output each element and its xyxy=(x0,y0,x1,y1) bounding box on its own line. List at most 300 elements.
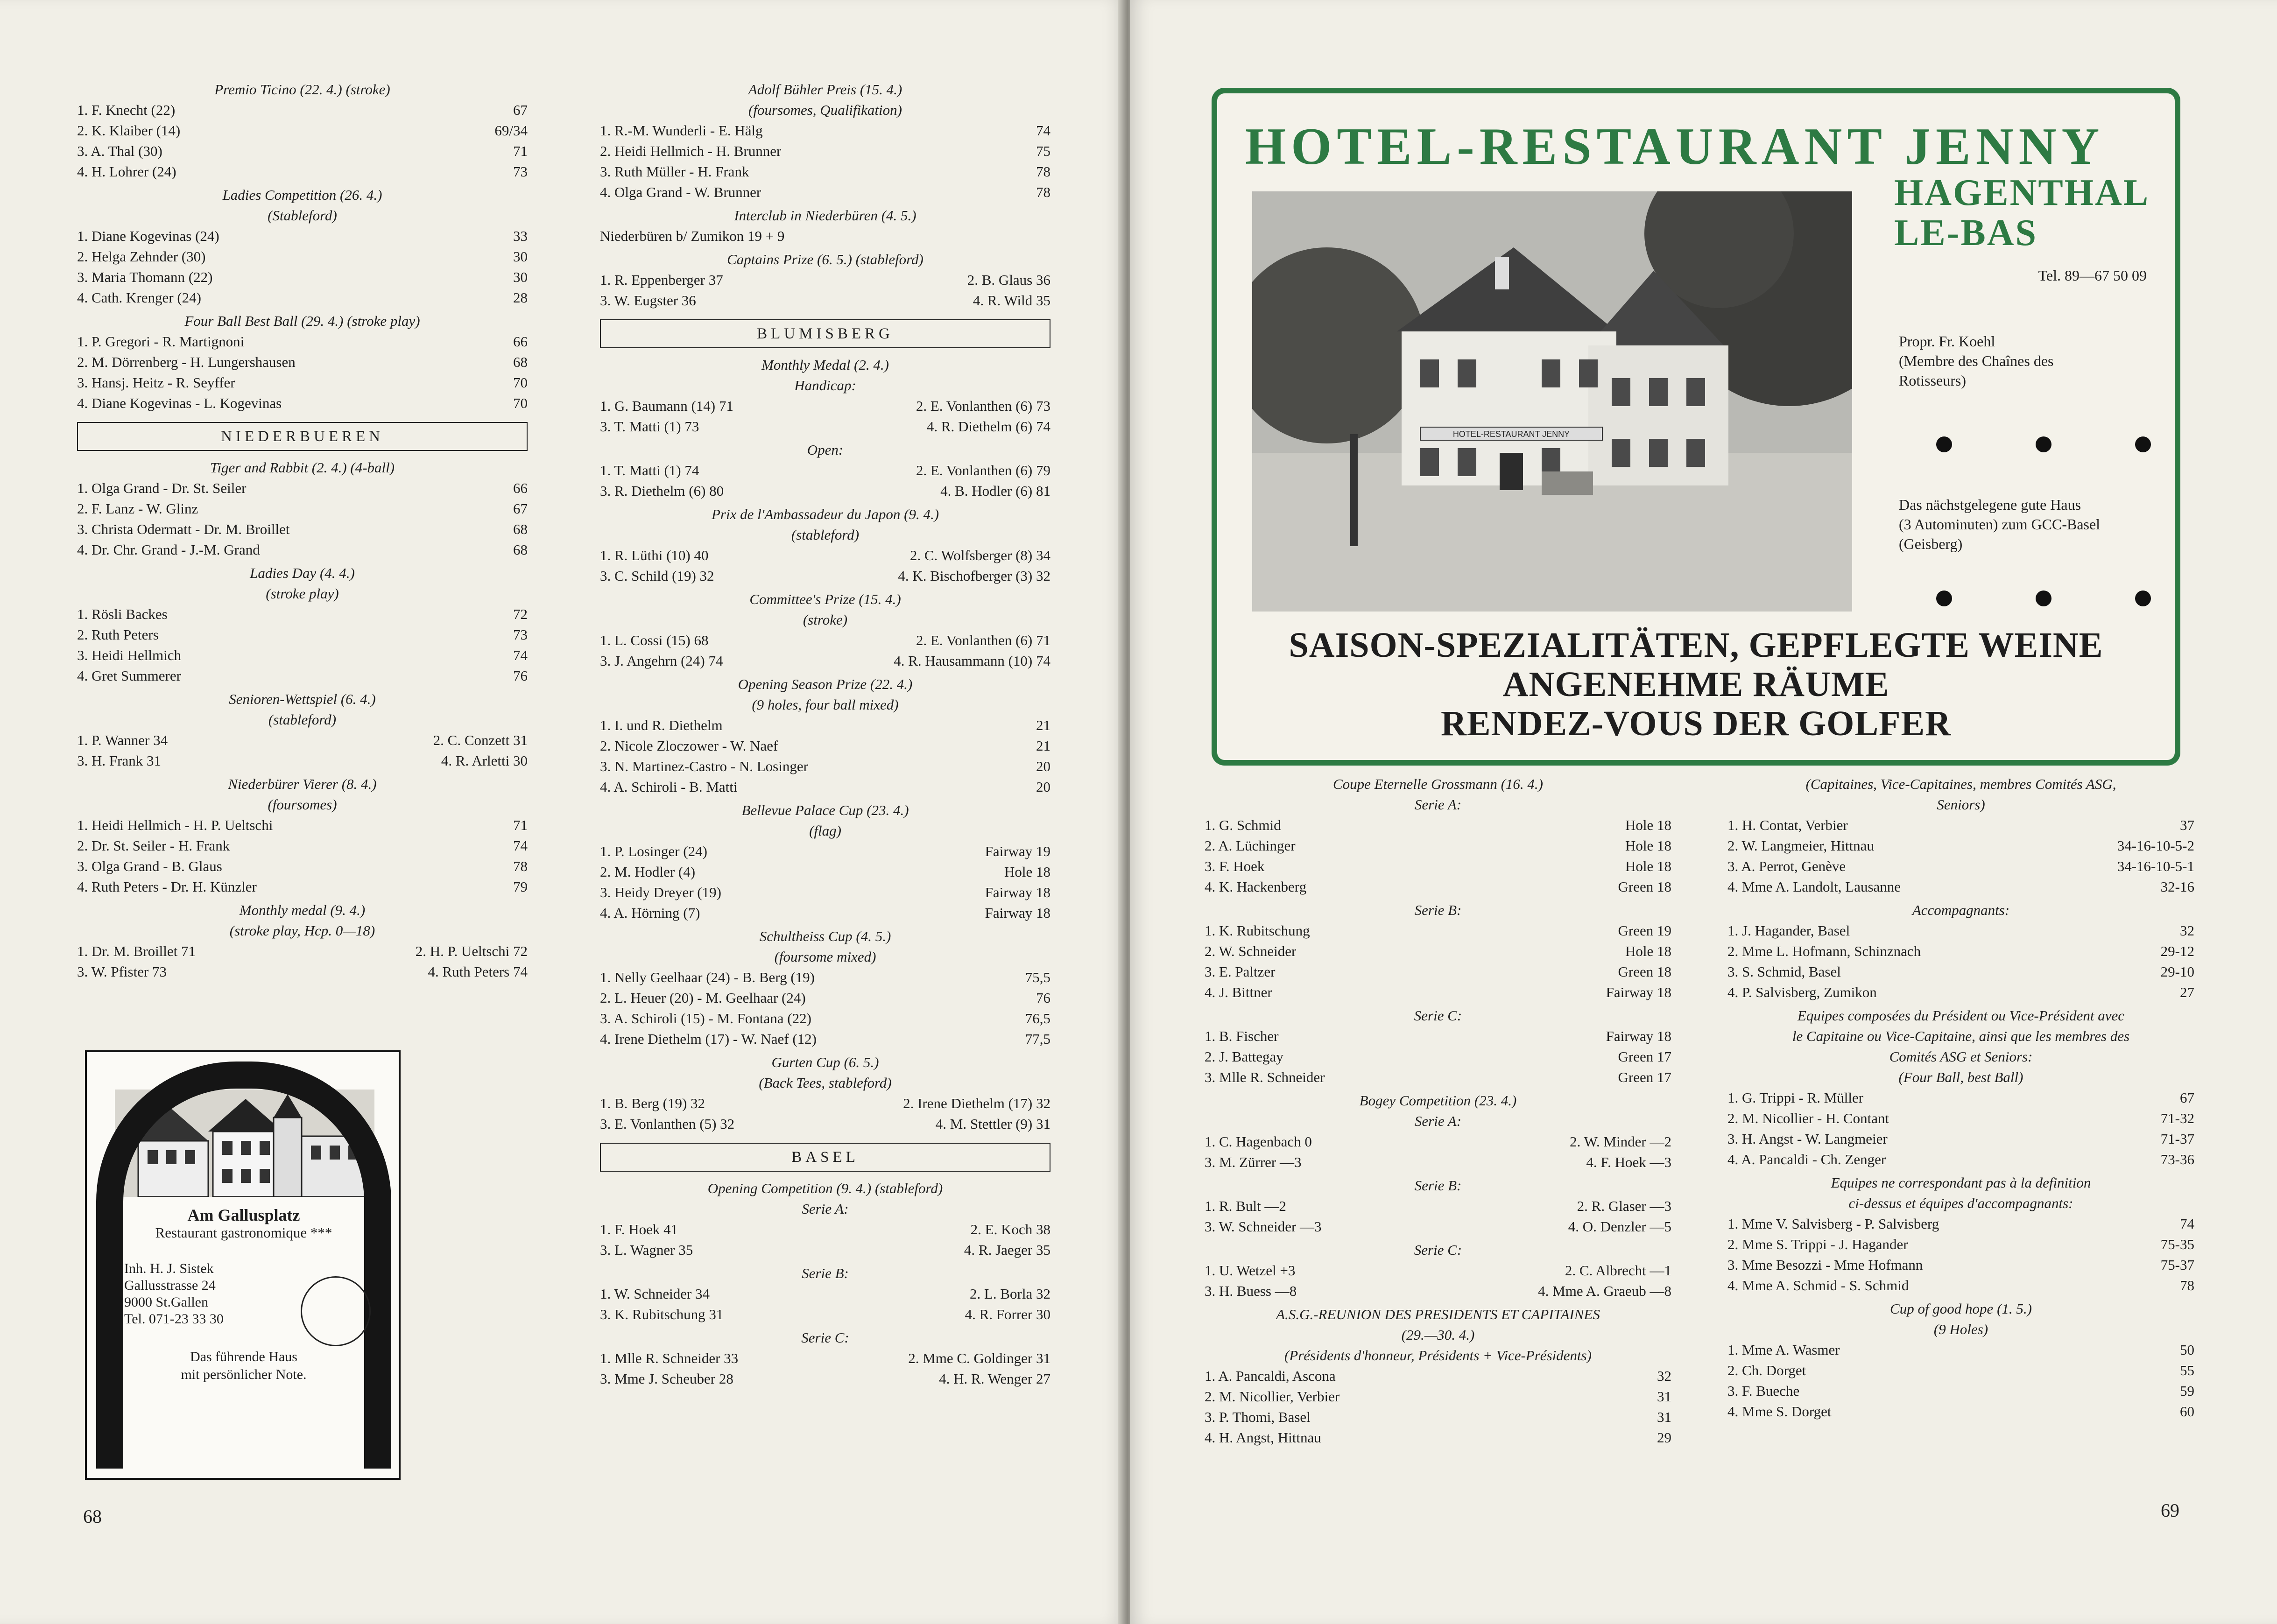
result-entry: 1. R. Bult —2 xyxy=(1205,1198,1286,1214)
competition-section xyxy=(600,355,1050,437)
result-entry: 3. H. Buess —8 xyxy=(1205,1283,1297,1299)
score: 72 xyxy=(513,606,528,622)
result-row xyxy=(1727,836,2194,856)
player-name: 2. W. Langmeier, Hittnau xyxy=(1727,837,1874,854)
result-row xyxy=(600,1008,1050,1029)
player-name: 2. Dr. St. Seiler - H. Frank xyxy=(77,837,230,854)
result-row xyxy=(1205,1281,1671,1301)
result-entry: 2. E. Koch 38 xyxy=(970,1221,1050,1237)
ad-tagline xyxy=(124,1348,363,1384)
result-row xyxy=(77,645,528,666)
result-row xyxy=(600,715,1050,736)
player-name: 4. Olga Grand - W. Brunner xyxy=(600,184,761,200)
competition-section xyxy=(600,1263,1050,1325)
score: Green 18 xyxy=(1618,879,1671,895)
result-row xyxy=(600,1348,1050,1369)
score: Hole 18 xyxy=(1004,864,1050,880)
result-entry: 4. R. Arletti 30 xyxy=(441,752,528,769)
score: 73-36 xyxy=(2160,1151,2194,1167)
score: 71-32 xyxy=(2160,1110,2194,1126)
gallusplatz-seal-icon xyxy=(301,1276,371,1346)
score: Green 18 xyxy=(1618,963,1671,980)
city-line: 9000 St.Gallen xyxy=(124,1294,208,1310)
result-entry: 4. Ruth Peters 74 xyxy=(428,963,528,980)
result-row xyxy=(1727,1381,2194,1401)
hotel-photo xyxy=(1252,191,1852,612)
score: 77,5 xyxy=(1025,1031,1050,1047)
score: 27 xyxy=(2180,984,2194,1000)
club-header: NIEDERBUEREN xyxy=(77,422,528,451)
result-row xyxy=(600,460,1050,481)
player-name: 4. Mme A. Landolt, Lausanne xyxy=(1727,879,1901,895)
player-name: 3. Ruth Müller - H. Frank xyxy=(600,163,749,180)
result-row xyxy=(1727,1149,2194,1170)
player-name: 3. Heidy Dreyer (19) xyxy=(600,884,721,900)
player-name: 2. Helga Zehnder (30) xyxy=(77,248,206,265)
player-name: 1. Diane Kogevinas (24) xyxy=(77,228,219,244)
result-row xyxy=(77,499,528,519)
player-name: 2. K. Klaiber (14) xyxy=(77,122,181,139)
result-entry: 2. E. Vonlanthen (6) 73 xyxy=(916,398,1050,414)
result-row xyxy=(600,777,1050,797)
player-name: 4. Cath. Krenger (24) xyxy=(77,289,201,306)
result-row xyxy=(600,416,1050,437)
result-row xyxy=(1727,1234,2194,1255)
score: 70 xyxy=(513,395,528,411)
result-row xyxy=(1205,982,1671,1003)
result-row xyxy=(77,836,528,856)
score: 76,5 xyxy=(1025,1010,1050,1026)
competition-section xyxy=(600,79,1050,203)
result-entry: 3. Mme J. Scheuber 28 xyxy=(600,1371,733,1387)
score: 20 xyxy=(1036,779,1050,795)
score: 70 xyxy=(513,374,528,391)
result-row xyxy=(77,162,528,182)
result-row xyxy=(1205,1196,1671,1216)
result-row xyxy=(77,100,528,120)
score: 75-35 xyxy=(2160,1236,2194,1252)
player-name: 4. K. Hackenberg xyxy=(1205,879,1307,895)
score: 32 xyxy=(2180,922,2194,939)
competition-section xyxy=(600,674,1050,797)
player-name: 4. Gret Summerer xyxy=(77,668,181,684)
score: 71 xyxy=(513,817,528,833)
score: Fairway 18 xyxy=(985,905,1050,921)
result-row xyxy=(1205,941,1671,962)
score: 20 xyxy=(1036,758,1050,774)
player-name: 3. A. Thal (30) xyxy=(77,143,162,159)
result-row xyxy=(600,841,1050,862)
score: Green 17 xyxy=(1618,1069,1671,1085)
competition-section xyxy=(1205,1175,1671,1237)
hotel-location xyxy=(1894,173,2150,253)
player-name: 4. A. Pancaldi - Ch. Zenger xyxy=(1727,1151,1886,1167)
result-row xyxy=(77,625,528,645)
score: 67 xyxy=(2180,1090,2194,1106)
score: 28 xyxy=(513,289,528,306)
result-row xyxy=(600,270,1050,290)
competition-section xyxy=(1205,1090,1671,1173)
score: 30 xyxy=(513,269,528,285)
result-entry: 3. E. Vonlanthen (5) 32 xyxy=(600,1116,735,1132)
score: 66 xyxy=(513,480,528,496)
player-name: 3. Maria Thomann (22) xyxy=(77,269,213,285)
competition-title: Committee's Prize (15. 4.) (stroke) xyxy=(749,591,901,628)
competition-section xyxy=(600,1052,1050,1134)
result-row xyxy=(1727,921,2194,941)
score: Fairway 19 xyxy=(985,843,1050,859)
competition-section xyxy=(1205,774,1671,897)
score: 30 xyxy=(513,248,528,265)
result-row xyxy=(1205,1026,1671,1047)
player-name: 1. P. Losinger (24) xyxy=(600,843,707,859)
competition-title: Coupe Eternelle Grossmann (16. 4.) Serie A: xyxy=(1332,776,1543,813)
score: 59 xyxy=(2180,1383,2194,1399)
result-row xyxy=(77,226,528,246)
player-name: 1. Heidi Hellmich - H. P. Ueltschi xyxy=(77,817,273,833)
score: 78 xyxy=(1036,184,1050,200)
bullet-dot-icon xyxy=(2036,436,2051,452)
result-row xyxy=(1205,1386,1671,1407)
score: 74 xyxy=(513,837,528,854)
player-name: 2. M. Nicollier - H. Contant xyxy=(1727,1110,1889,1126)
result-row xyxy=(600,162,1050,182)
result-entry: 3. R. Diethelm (6) 80 xyxy=(600,483,724,499)
hotel-slogan xyxy=(1217,626,2175,743)
result-entry: 4. R. Jaeger 35 xyxy=(964,1242,1050,1258)
result-row xyxy=(600,1240,1050,1260)
competition-section xyxy=(1727,1299,2194,1422)
competition-title: Monthly Medal (2. 4.) Handicap: xyxy=(761,357,889,394)
result-row xyxy=(77,877,528,897)
competition-title: Schultheiss Cup (4. 5.) (foursome mixed) xyxy=(759,928,891,965)
competition-title: Prix de l'Ambassadeur du Japon (9. 4.) (stableford) xyxy=(711,506,939,543)
player-name: 2. F. Lanz - W. Glinz xyxy=(77,500,198,517)
result-row xyxy=(600,1219,1050,1240)
player-name: 2. M. Dörrenberg - H. Lungershausen xyxy=(77,354,296,370)
result-entry: 3. W. Schneider —3 xyxy=(1205,1218,1322,1235)
player-name: 3. F. Hoek xyxy=(1205,858,1265,874)
result-row xyxy=(600,651,1050,671)
result-row xyxy=(1205,815,1671,836)
player-name: 3. F. Bueche xyxy=(1727,1383,1800,1399)
competition-title: Interclub in Niederbüren (4. 5.) xyxy=(734,207,916,224)
result-entry: 1. W. Schneider 34 xyxy=(600,1286,710,1302)
result-row xyxy=(600,1093,1050,1114)
score: Hole 18 xyxy=(1625,943,1671,959)
proprietor-line-2: (Membre des Chaînes des xyxy=(1899,352,2054,369)
score: 32 xyxy=(1657,1368,1671,1384)
result-row xyxy=(1205,1427,1671,1448)
player-name: 3. A. Perrot, Genève xyxy=(1727,858,1846,874)
player-name: 2. M. Nicollier, Verbier xyxy=(1205,1388,1340,1405)
score: 74 xyxy=(513,647,528,663)
score: 29-10 xyxy=(2160,963,2194,980)
player-name: 1. Olga Grand - Dr. St. Seiler xyxy=(77,480,247,496)
player-name: 2. Nicole Zloczower - W. Naef xyxy=(600,738,778,754)
score: 75,5 xyxy=(1025,969,1050,985)
result-row xyxy=(600,1304,1050,1325)
competition-section xyxy=(1727,1005,2194,1170)
competition-title: Ladies Competition (26. 4.) (Stableford) xyxy=(222,187,382,224)
competition-section xyxy=(600,205,1050,246)
result-row xyxy=(600,903,1050,923)
player-name: 4. Dr. Chr. Grand - J.-M. Grand xyxy=(77,541,260,558)
result-entry: 4. H. R. Wenger 27 xyxy=(939,1371,1050,1387)
result-entry: 2. C. Conzett 31 xyxy=(433,732,528,748)
player-name: 3. H. Angst - W. Langmeier xyxy=(1727,1131,1888,1147)
player-name: 2. Heidi Hellmich - H. Brunner xyxy=(600,143,782,159)
result-line: Niederbüren b/ Zumikon 19 + 9 xyxy=(600,228,785,244)
result-entry: 3. T. Matti (1) 73 xyxy=(600,418,699,435)
result-row xyxy=(1727,856,2194,877)
nearby-line-2: (3 Autominuten) zum GCC-Basel xyxy=(1899,516,2101,533)
result-row xyxy=(1205,1260,1671,1281)
result-entry: 4. R. Wild 35 xyxy=(973,292,1050,309)
result-entry: 1. B. Berg (19) 32 xyxy=(600,1095,705,1111)
result-entry: 1. F. Hoek 41 xyxy=(600,1221,678,1237)
result-entry: 3. K. Rubitschung 31 xyxy=(600,1306,724,1322)
player-name: 3. Mme Besozzi - Mme Hofmann xyxy=(1727,1257,1923,1273)
competition-title: Four Ball Best Ball (29. 4.) (stroke play) xyxy=(184,313,420,329)
score: 69/34 xyxy=(494,122,528,139)
page-number-left: 68 xyxy=(83,1506,102,1527)
competition-section xyxy=(77,311,528,414)
result-row xyxy=(600,481,1050,501)
result-row xyxy=(600,566,1050,586)
bullet-dots-1 xyxy=(1936,436,2151,452)
competition-title: Monthly medal (9. 4.) (stroke play, Hcp. 0—18) xyxy=(229,902,375,939)
competition-section xyxy=(1205,1304,1671,1448)
result-row xyxy=(1205,1366,1671,1386)
player-name: 2. Ch. Dorget xyxy=(1727,1362,1806,1378)
player-name: 3. P. Thomi, Basel xyxy=(1205,1409,1311,1425)
competition-section xyxy=(77,689,528,771)
result-entry: 3. C. Schild (19) 32 xyxy=(600,568,714,584)
result-entry: 4. R. Hausammann (10) 74 xyxy=(894,653,1050,669)
score: 78 xyxy=(513,858,528,874)
score: 60 xyxy=(2180,1403,2194,1420)
competition-title: Gurten Cup (6. 5.) (Back Tees, stableford) xyxy=(759,1054,892,1091)
nearby-line-1: Das nächstgelegene gute Haus xyxy=(1899,496,2081,513)
score: 78 xyxy=(1036,163,1050,180)
result-row xyxy=(1205,1047,1671,1067)
proprietor-line-1: Propr. Fr. Koehl xyxy=(1899,333,1995,350)
result-row xyxy=(1727,1275,2194,1296)
competition-section xyxy=(77,79,528,182)
result-row xyxy=(77,519,528,540)
score: 31 xyxy=(1657,1388,1671,1405)
player-name: 3. Christa Odermatt - Dr. M. Broillet xyxy=(77,521,290,537)
result-entry: 1. Mlle R. Schneider 33 xyxy=(600,1350,739,1366)
bullet-dot-icon xyxy=(1936,591,1952,606)
competition-title: A.S.G.-REUNION DES PRESIDENTS ET CAPITAINES (29.—30. 4.) (Présidents d'honneur, Présidents + Vice-Présidents) xyxy=(1276,1306,1600,1364)
player-name: 4. Diane Kogevinas - L. Kogevinas xyxy=(77,395,282,411)
result-row xyxy=(1727,1340,2194,1360)
score: 68 xyxy=(513,354,528,370)
competition-title: Senioren-Wettspiel (6. 4.) (stableford) xyxy=(229,691,376,728)
score: 79 xyxy=(513,879,528,895)
result-row xyxy=(77,666,528,686)
competition-section xyxy=(1727,774,2194,897)
result-row xyxy=(1727,1360,2194,1381)
club-header: BASEL xyxy=(600,1143,1050,1172)
proprietor-line-3: Rotisseurs) xyxy=(1899,372,1966,389)
score: 68 xyxy=(513,521,528,537)
score: 78 xyxy=(2180,1277,2194,1294)
player-name: 1. Nelly Geelhaar (24) - B. Berg (19) xyxy=(600,969,815,985)
result-entry: 1. G. Baumann (14) 71 xyxy=(600,398,733,414)
score: 75-37 xyxy=(2160,1257,2194,1273)
result-row xyxy=(1727,1401,2194,1422)
score: Fairway 18 xyxy=(1606,984,1671,1000)
player-name: 4. Ruth Peters - Dr. H. Künzler xyxy=(77,879,257,895)
player-name: 4. P. Salvisberg, Zumikon xyxy=(1727,984,1877,1000)
competition-section xyxy=(600,504,1050,586)
result-entry: 1. L. Cossi (15) 68 xyxy=(600,632,709,648)
player-name: 1. K. Rubitschung xyxy=(1205,922,1310,939)
competition-section xyxy=(77,900,528,982)
result-entry: 4. O. Denzler —5 xyxy=(1568,1218,1671,1235)
competition-title: Serie C: xyxy=(1414,1007,1462,1024)
phone-line: Tel. 071-23 33 30 xyxy=(124,1311,224,1327)
competition-section xyxy=(600,440,1050,501)
result-row xyxy=(600,396,1050,416)
competition-section xyxy=(1727,900,2194,1003)
competition-title: Opening Competition (9. 4.) (stableford) Serie A: xyxy=(707,1180,943,1217)
score: 73 xyxy=(513,626,528,643)
result-entry: 4. R. Forrer 30 xyxy=(965,1306,1050,1322)
location-line-1: HAGENTHAL xyxy=(1894,172,2150,213)
result-entry: 3. J. Angehrn (24) 74 xyxy=(600,653,723,669)
result-row xyxy=(77,751,528,771)
result-row xyxy=(77,352,528,373)
competition-title: Ladies Day (4. 4.) (stroke play) xyxy=(250,565,355,602)
score: 50 xyxy=(2180,1342,2194,1358)
result-row xyxy=(1727,1255,2194,1275)
result-row xyxy=(600,1369,1050,1389)
result-entry: 4. B. Hodler (6) 81 xyxy=(940,483,1050,499)
street-line: Gallusstrasse 24 xyxy=(124,1278,216,1293)
player-name: 1. J. Hagander, Basel xyxy=(1727,922,1850,939)
result-row xyxy=(77,478,528,499)
result-entry: 2. C. Wolfsberger (8) 34 xyxy=(909,547,1050,563)
result-entry: 2. H. P. Ueltschi 72 xyxy=(415,943,528,959)
result-entry: 2. L. Borla 32 xyxy=(969,1286,1050,1302)
competition-title: Serie C: xyxy=(1414,1242,1462,1258)
result-row xyxy=(1205,1407,1671,1427)
result-row xyxy=(1727,941,2194,962)
competition-title: Adolf Bühler Preis (15. 4.) (foursomes, Qualifikation) xyxy=(748,81,902,118)
competition-title: Captains Prize (6. 5.) (stableford) xyxy=(727,251,923,267)
competition-title: Equipes ne correspondant pas à la definition ci-dessus et équipes d'accompagnants: xyxy=(1831,1174,2091,1211)
competition-title: Serie B: xyxy=(802,1265,849,1281)
result-row xyxy=(77,856,528,877)
result-entry: 2. W. Minder —2 xyxy=(1570,1133,1671,1150)
result-entry: 2. R. Glaser —3 xyxy=(1577,1198,1671,1214)
competition-section xyxy=(600,800,1050,923)
player-name: 1. Rösli Backes xyxy=(77,606,168,622)
result-row xyxy=(77,540,528,560)
score: 37 xyxy=(2180,817,2194,833)
result-row xyxy=(77,267,528,288)
result-entry: 1. R. Eppenberger 37 xyxy=(600,272,723,288)
result-row xyxy=(1205,1132,1671,1152)
result-row xyxy=(600,545,1050,566)
result-entry: 4. R. Diethelm (6) 74 xyxy=(926,418,1050,435)
competition-section xyxy=(77,774,528,897)
result-row xyxy=(77,730,528,751)
score: 21 xyxy=(1036,738,1050,754)
competition-section xyxy=(77,563,528,686)
bullet-dots-2 xyxy=(1936,591,2151,606)
player-name: 1. R.-M. Wunderli - E. Hälg xyxy=(600,122,763,139)
result-row xyxy=(600,967,1050,988)
restaurant-subtitle: Restaurant gastronomique *** xyxy=(155,1224,332,1241)
competition-section xyxy=(600,1328,1050,1389)
result-row xyxy=(1205,1216,1671,1237)
hotel-phone: Tel. 89—67 50 09 xyxy=(2038,267,2147,284)
score: Green 17 xyxy=(1618,1048,1671,1065)
result-entry: 1. U. Wetzel +3 xyxy=(1205,1262,1296,1279)
result-entry: 3. H. Frank 31 xyxy=(77,752,161,769)
result-entry: 4. K. Bischofberger (3) 32 xyxy=(898,568,1050,584)
player-name: 4. Mme A. Schmid - S. Schmid xyxy=(1727,1277,1909,1294)
tagline-2: mit persönlicher Note. xyxy=(181,1367,307,1382)
result-row xyxy=(1727,815,2194,836)
hotel-sign-text: HOTEL-RESTAURANT JENNY xyxy=(1452,429,1570,439)
result-entry: 1. C. Hagenbach 0 xyxy=(1205,1133,1312,1150)
competition-section xyxy=(600,589,1050,671)
player-name: 4. Irene Diethelm (17) - W. Naef (12) xyxy=(600,1031,817,1047)
player-name: 2. A. Lüchinger xyxy=(1205,837,1296,854)
competition-section xyxy=(1205,900,1671,1003)
score: 67 xyxy=(513,500,528,517)
result-entry: 3. W. Eugster 36 xyxy=(600,292,696,309)
results-column-4 xyxy=(1727,774,2194,1425)
player-name: 1. Mme A. Wasmer xyxy=(1727,1342,1840,1358)
result-row xyxy=(77,331,528,352)
competition-title: Accompagnants: xyxy=(1912,902,2010,918)
score: Hole 18 xyxy=(1625,858,1671,874)
player-name: 4. A. Hörning (7) xyxy=(600,905,700,921)
competition-title: Tiger and Rabbit (2. 4.) (4-ball) xyxy=(210,459,395,476)
score: 73 xyxy=(513,163,528,180)
ad-hotel-restaurant-jenny xyxy=(1212,88,2180,766)
result-entry: 2. C. Albrecht —1 xyxy=(1565,1262,1671,1279)
score: 33 xyxy=(513,228,528,244)
results-column-3 xyxy=(1205,774,1671,1451)
result-row xyxy=(1205,962,1671,982)
player-name: 3. Mlle R. Schneider xyxy=(1205,1069,1325,1085)
result-entry: 2. E. Vonlanthen (6) 71 xyxy=(916,632,1050,648)
score: 74 xyxy=(2180,1216,2194,1232)
result-row xyxy=(1727,1129,2194,1149)
result-row xyxy=(1205,921,1671,941)
competition-title: Serie C: xyxy=(801,1329,849,1346)
player-name: 4. A. Schiroli - B. Matti xyxy=(600,779,738,795)
result-row xyxy=(600,1029,1050,1049)
competition-section xyxy=(1205,1240,1671,1301)
result-entry: 2. B. Glaus 36 xyxy=(967,272,1050,288)
score: 34-16-10-5-2 xyxy=(2117,837,2194,854)
result-entry: 3. L. Wagner 35 xyxy=(600,1242,693,1258)
player-name: 3. Olga Grand - B. Glaus xyxy=(77,858,222,874)
player-name: 4. H. Lohrer (24) xyxy=(77,163,176,180)
score: 34-16-10-5-1 xyxy=(2117,858,2194,874)
tagline-1: Das führende Haus xyxy=(190,1349,297,1364)
result-entry: 2. Mme C. Goldinger 31 xyxy=(908,1350,1050,1366)
